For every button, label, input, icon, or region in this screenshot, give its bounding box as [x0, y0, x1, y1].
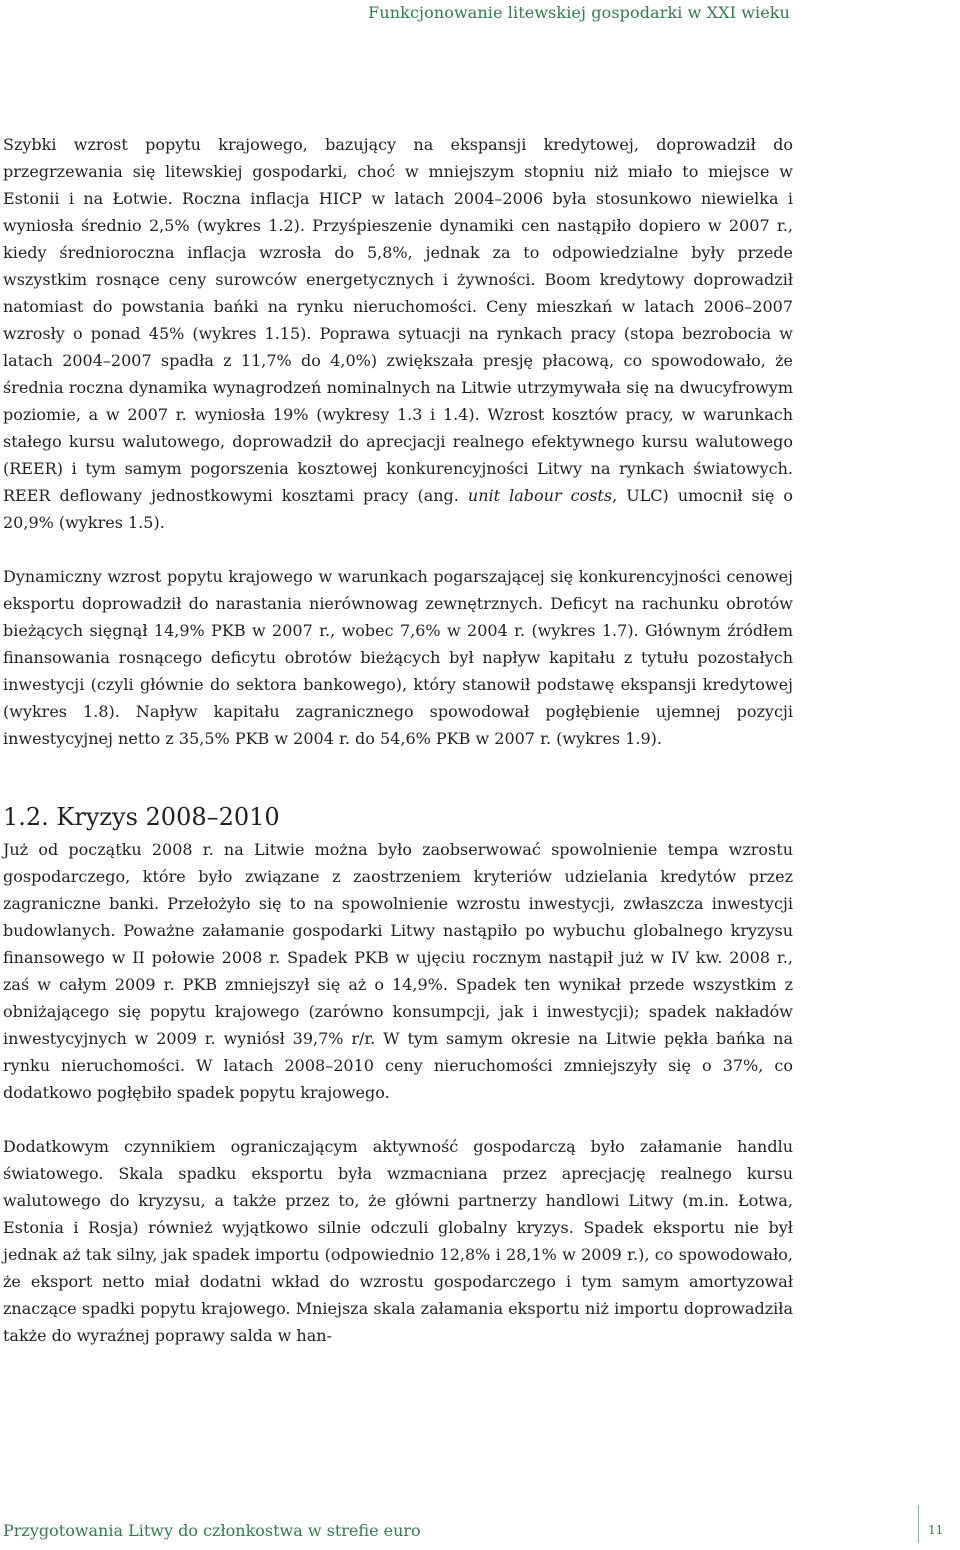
- page-number: 11: [928, 1523, 944, 1537]
- paragraph-1-italic-term: unit labour costs: [467, 486, 613, 505]
- paragraph-1-text: Szybki wzrost popytu krajowego, bazujący na ekspansji kredytowej, doprowadził do przegrzewania się litewskiej gospodarki, choć w mniejszym stopniu niż miało to miejsce w Estonii i na Łotwie. Roczna inflacja HICP w latach 2004–2006 była stosunkowo niewielka i wyniosła średnio 2,5% (wykres 1.2). Przyśpieszenie dynamiki cen nastąpiło dopiero w 2007 r., kiedy średnioroczna inflacja wzrosła do 5,8%, jednak za to odpowiedzialne były przede wszystkim rosnące ceny surowców energetycznych i żywności. Boom kredytowy doprowadził natomiast do powstania bańki na rynku nieruchomości. Ceny mieszkań w latach 2006–2007 wzrosły o ponad 45% (wykres 1.15). Poprawa sytuacji na rynkach pracy (stopa bezrobocia w latach 2004–2007 spadła z 11,7% do 4,0%) zwiększała presję płacową, co spowodowało, że średnia roczna dynamika wynagrodzeń nominalnych na Litwie utrzymywała się na dwucyfrowym poziomie, a w 2007 r. wyniosła 19% (wykresy 1.3 i 1.4). Wzrost kosztów pracy, w warunkach stałego kursu walutowego, doprowadził do aprecjacji realnego efektywnego kursu walutowego (REER) i tym samym pogorszenia kosztowej konkurencyjności Litwy na rynkach światowych. REER deflowany jednostkowymi kosztami pracy (ang.: [3, 135, 793, 505]
- paragraph-1-tail: , ULC) umocnił się o 20,9% (wykres 1.5).: [3, 486, 793, 532]
- paragraph-2: Dynamiczny wzrost popytu krajowego w warunkach pogarszającej się konkurencyjności cenowej eksportu doprowadził do narastania nierównowag zewnętrznych. Deficyt na rachunku obrotów bieżących sięgnął 14,9% PKB w 2007 r., wobec 7,6% w 2004 r. (wykres 1.7). Głównym źródłem finansowania rosnącego deficytu obrotów bieżących był napływ kapitału z tytułu pozostałych inwestycji (czyli głównie do sektora bankowego), który stanowił podstawę ekspansji kredytowej (wykres 1.8). Napływ kapitału zagranicznego spowodował pogłębienie ujemnej pozycji inwestycyjnej netto z 35,5% PKB w 2004 r. do 54,6% PKB w 2007 r. (wykres 1.9).: [3, 567, 793, 748]
- paragraph-1: [3, 131, 793, 536]
- running-header: Funkcjonowanie litewskiej gospodarki w XXI wieku: [368, 3, 790, 22]
- paragraph-4: Dodatkowym czynnikiem ograniczającym aktywność gospodarczą było załamanie handlu światowego. Skala spadku eksportu była wzmacniana przez aprecjację realnego kursu walutowego do kryzysu, a także przez to, że główni partnerzy handlowi Litwy (m.in. Łotwa, Estonia i Rosja) również wyjątkowo silnie odczuli globalny kryzys. Spadek eksportu nie był jednak aż tak silny, jak spadek importu (odpowiednio 12,8% i 28,1% w 2009 r.), co spowodowało, że eksport netto miał dodatni wkład do wzrostu gospodarczego i tym samym amortyzował znaczące spadki popytu krajowego. Mniejsza skala załamania eksportu niż importu doprowadziła także do wyraźnej poprawy salda w han-: [3, 1137, 793, 1345]
- footer-publication-title: Przygotowania Litwy do członkostwa w strefie euro: [3, 1521, 421, 1540]
- main-body: [3, 131, 793, 1349]
- paragraph-3: Już od początku 2008 r. na Litwie można było zaobserwować spowolnienie tempa wzrostu gospodarczego, które było związane z zaostrzeniem kryteriów udzielania kredytów przez zagraniczne banki. Przełożyło się to na spowolnienie wzrostu inwestycji, zwłaszcza inwestycji budowlanych. Poważne załamanie gospodarki Litwy nastąpiło po wybuchu globalnego kryzysu finansowego w II połowie 2008 r. Spadek PKB w ujęciu rocznym nastąpił już w IV kw. 2008 r., zaś w całym 2009 r. PKB zmniejszył się aż o 14,9%. Spadek ten wynikał przede wszystkim z obniżającego się popytu krajowego (zarówno konsumpcji, jak i inwestycji); spadek nakładów inwestycyjnych w 2009 r. wyniósł 39,7% r/r. W tym samym okresie na Litwie pękła bańka na rynku nieruchomości. W latach 2008–2010 ceny nieruchomości zmniejszyły się o 37%, co dodatkowo pogłębiło spadek popytu krajowego.: [3, 840, 793, 1102]
- section-heading: 1.2. Kryzys 2008–2010: [3, 803, 280, 831]
- footer-divider: [918, 1505, 919, 1543]
